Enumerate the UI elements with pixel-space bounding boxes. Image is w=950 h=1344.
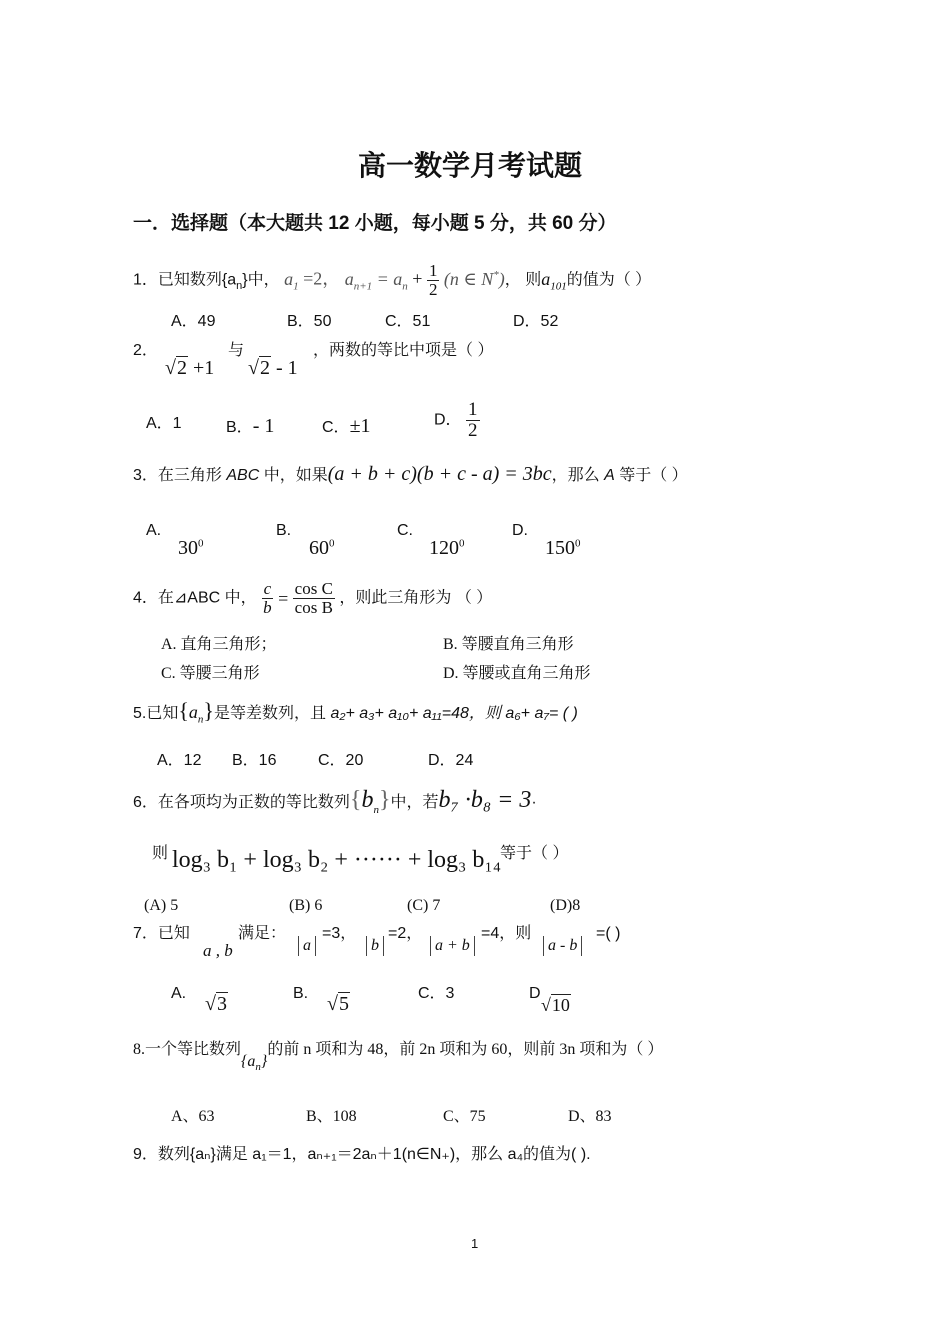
- question-4: 4．在⊿ABC 中， $\frac{c}{b}$ = $\frac{\text{cos C}}{\text{cos B}}$ ，则此三角形为 （ ）: [133, 579, 493, 617]
- question-6: 6．在各项均为正数的等比数列$\{b_n\}$中，若b₇ ·b₈ = 3·: [133, 787, 537, 816]
- q7-option-b-value: √5: [327, 993, 349, 1015]
- q3-option-a-value: $30^0$: [178, 537, 204, 559]
- q2-option-a[interactable]: A．1: [146, 415, 182, 432]
- q7-option-b[interactable]: B.: [293, 985, 309, 1002]
- q3-option-b-label[interactable]: B.: [276, 522, 292, 539]
- q3-option-b-value: $60^0$: [309, 537, 335, 559]
- q7-value-2: =2，: [388, 925, 423, 942]
- q8-option-c[interactable]: C、75: [443, 1108, 486, 1125]
- q1-option-b[interactable]: B．50: [287, 313, 332, 330]
- q5-option-a[interactable]: A．12: [157, 752, 202, 769]
- q2-option-c[interactable]: C．±1: [322, 415, 371, 437]
- page-number: 1: [471, 1236, 479, 1251]
- q7-tail: =( ): [596, 925, 621, 942]
- q2-with: 与: [228, 342, 245, 359]
- q8-option-d[interactable]: D、83: [568, 1108, 612, 1125]
- q6-option-c[interactable]: (C) 7: [407, 897, 441, 914]
- q6-option-b[interactable]: (B) 6: [289, 897, 323, 914]
- question-1: 1．已知数列$\{a_n\}$中， $a_1 =2$， $a_{n+1} = a_n$ + $\frac{1}{2}$ (n ∈ N*)， 则$a_{101}$的值为（ ）: [133, 261, 652, 299]
- q3-option-c-value: $120^0$: [429, 537, 465, 559]
- q7-option-c[interactable]: C．3: [418, 985, 455, 1002]
- page-title: 高一数学月考试题: [358, 149, 583, 182]
- q8-option-a[interactable]: A、63: [171, 1108, 215, 1125]
- q7-abs-a-minus-b: a - b: [543, 936, 582, 956]
- q3-option-a-label[interactable]: A.: [146, 522, 162, 539]
- q7-abs-b: b: [366, 936, 384, 956]
- q5-option-b[interactable]: B．16: [232, 752, 277, 769]
- q7-option-d-value: √10: [541, 995, 570, 1015]
- q2-term-1: √2 +1: [165, 357, 215, 379]
- q7-value-1: =3，: [322, 925, 357, 942]
- q1-option-d[interactable]: D．52: [513, 313, 559, 330]
- q4-option-c[interactable]: C. 等腰三角形: [161, 665, 260, 682]
- question-9: 9．数列{aₙ}满足 a₁＝1，aₙ₊₁＝2aₙ＋1(n∈N₊)，那么 a₄的值为( ).: [133, 1146, 591, 1163]
- q6-tail: 等于（ ）: [500, 845, 569, 862]
- q6-sum-expression: log₃ b₁ + log₃ b₂ + ······ + log₃ b₁₄: [172, 847, 502, 873]
- q2-term-2: √2 - 1: [248, 357, 298, 379]
- q5-option-c[interactable]: C．20: [318, 752, 364, 769]
- q4-option-a[interactable]: A. 直角三角形；: [161, 636, 277, 653]
- q6-option-d[interactable]: (D)8: [550, 897, 581, 914]
- section-heading: 一．选择题（本大题共 12 小题，每小题 5 分，共 60 分）: [133, 213, 617, 234]
- q6-then: 则: [152, 845, 169, 862]
- q7-value-3: =4，则: [481, 925, 532, 942]
- q2-option-b[interactable]: B．- 1: [226, 415, 275, 437]
- q3-option-c-label[interactable]: C.: [397, 522, 413, 539]
- q2-text: ，两数的等比中项是（ ）: [313, 342, 494, 359]
- q4-option-b[interactable]: B. 等腰直角三角形: [443, 636, 574, 653]
- q2-option-d[interactable]: D． $\frac{1}{2}$: [434, 399, 478, 441]
- q6-option-a[interactable]: (A) 5: [144, 897, 179, 914]
- q7-option-d[interactable]: D: [529, 985, 541, 1002]
- question-7-lead: 7．已知: [133, 925, 190, 942]
- q3-option-d-label[interactable]: D.: [512, 522, 528, 539]
- q7-option-a-value: √3: [205, 993, 227, 1015]
- q7-satisfies: 满足：: [238, 925, 287, 942]
- q7-vars: a , b: [203, 941, 233, 960]
- q8-option-b[interactable]: B、108: [306, 1108, 357, 1125]
- q7-abs-a-plus-b: a + b: [430, 936, 475, 956]
- question-2-number: 2．: [133, 342, 158, 359]
- question-8: 8.一个等比数列$\{a_n\}$的前 n 项和为 48，前 2n 项和为 60，则前 3n 项和为（ ）: [133, 1041, 664, 1074]
- q7-option-a[interactable]: A.: [171, 985, 187, 1002]
- q7-abs-a: a: [298, 936, 316, 956]
- q3-option-d-value: $150^0$: [545, 537, 581, 559]
- question-5: 5.已知$\{a_n\}$是等差数列，且 a₂+ a₃+ a₁₀+ a₁₁=48，则 a₆+ a₇= ( ): [133, 698, 578, 726]
- q1-option-c[interactable]: C．51: [385, 313, 431, 330]
- q1-option-a[interactable]: A．49: [171, 313, 216, 330]
- q4-option-d[interactable]: D. 等腰或直角三角形: [443, 665, 591, 682]
- q5-option-d[interactable]: D．24: [428, 752, 474, 769]
- question-3: 3．在三角形 ABC 中，如果(a + b + c)(b + c - a) = 3bc，那么 A 等于（ ）: [133, 463, 688, 485]
